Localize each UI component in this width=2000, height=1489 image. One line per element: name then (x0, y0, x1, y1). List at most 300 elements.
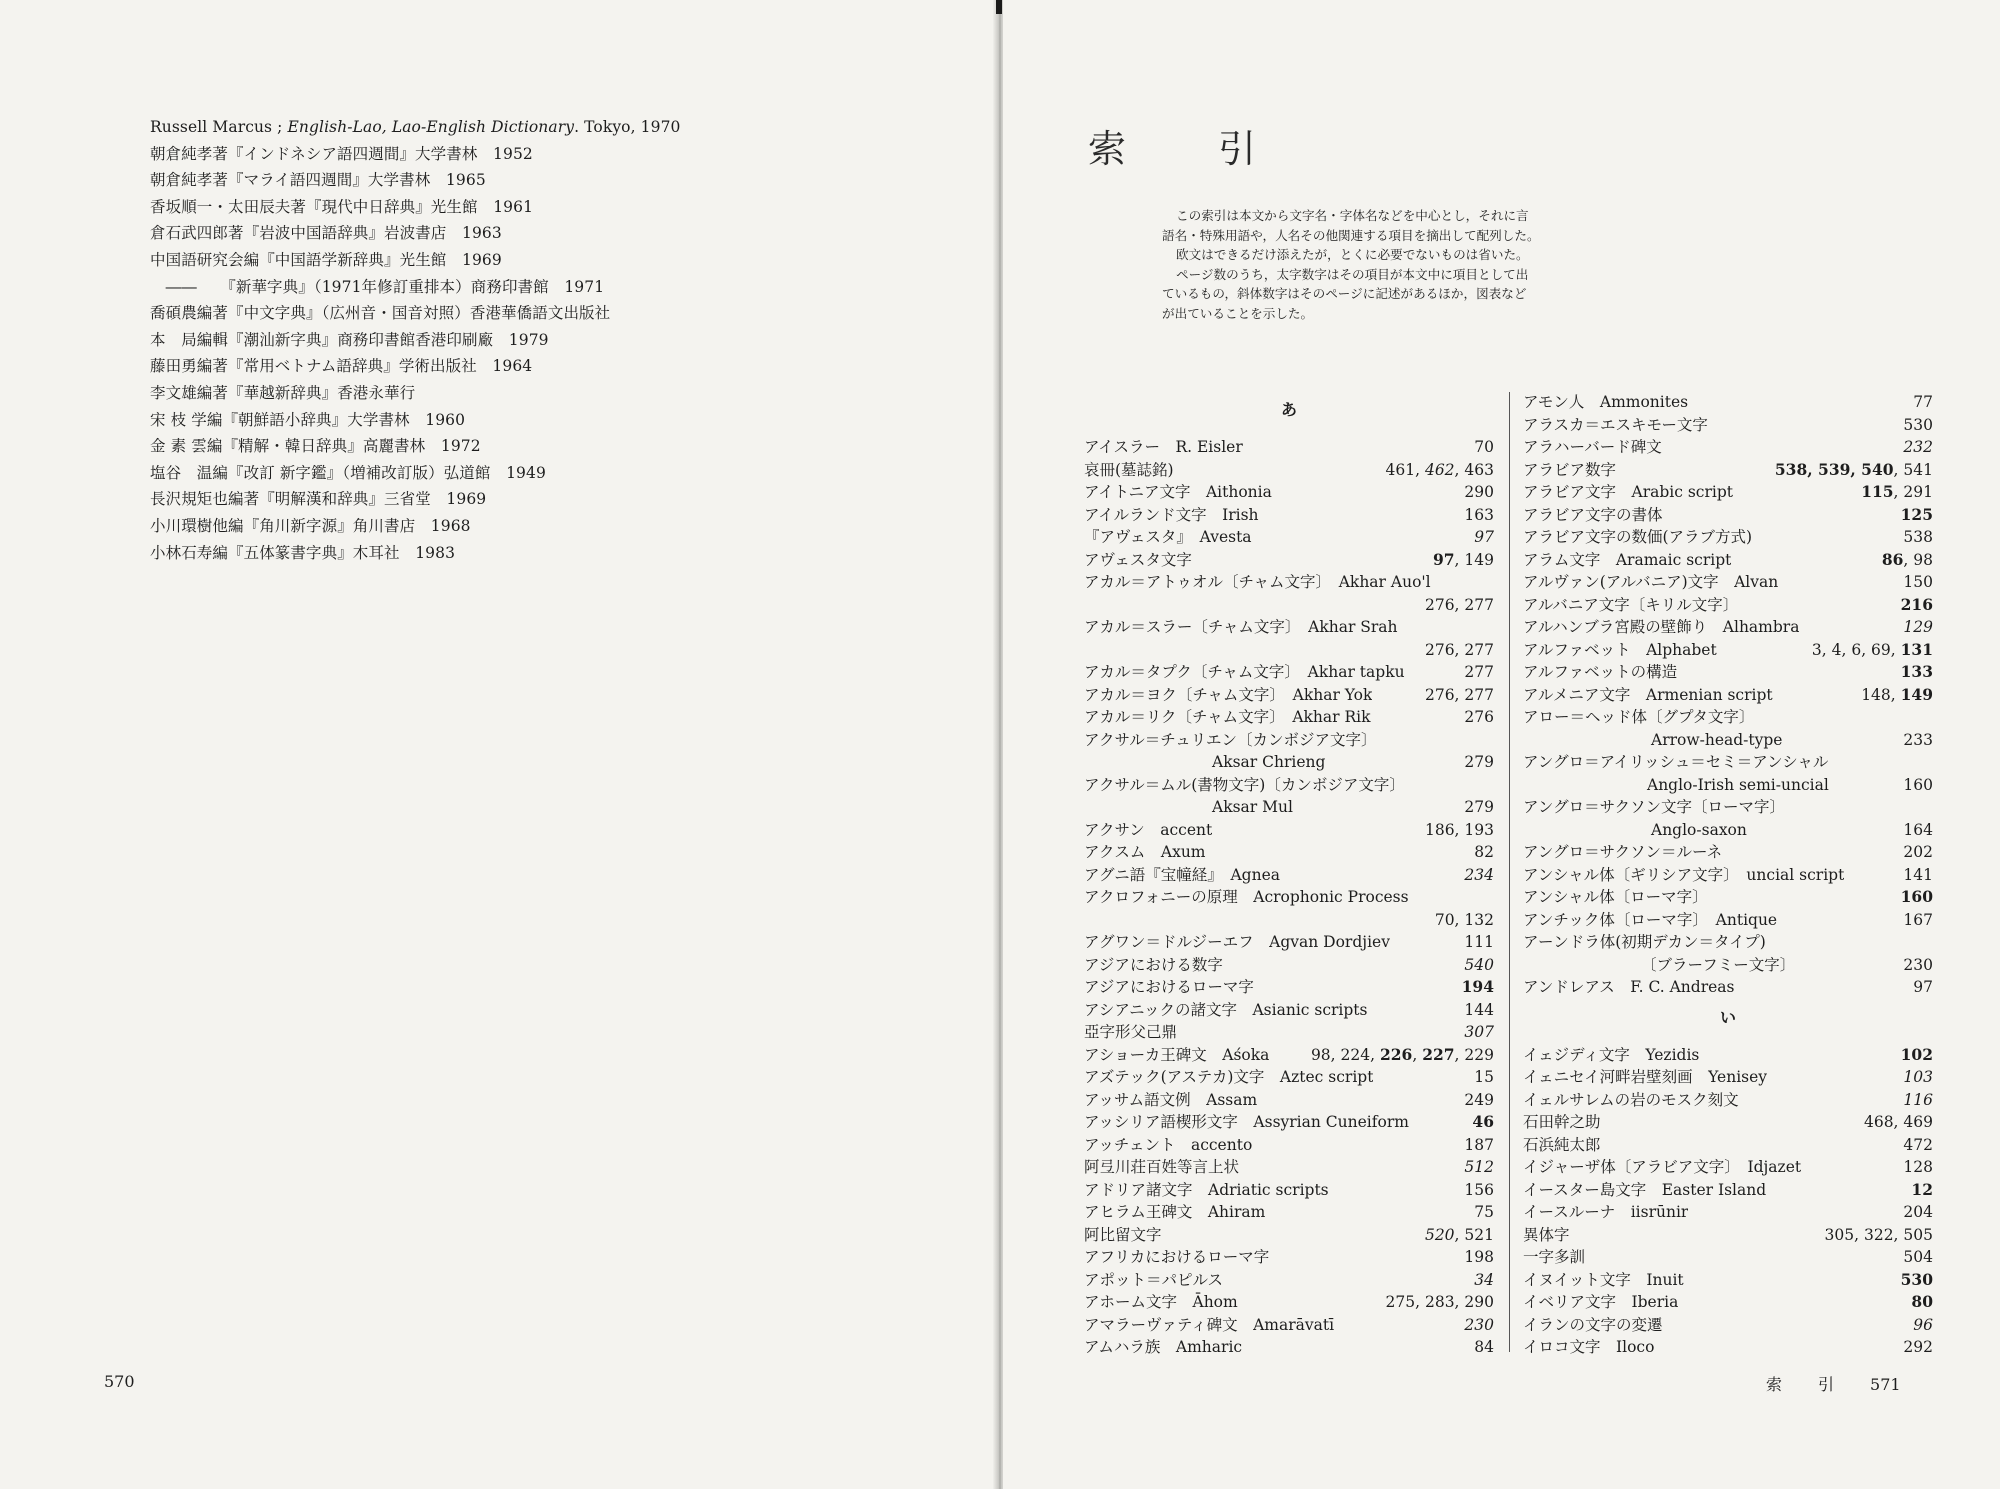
bibliography-text: 塩谷 温編『改訂 新字鑑』（増補改訂版）弘道館 1949 (150, 463, 546, 482)
page-ref: 111 (1464, 933, 1494, 951)
index-entry (1523, 1089, 1933, 1112)
index-entry (1523, 504, 1933, 527)
index-term: アッチェント accento (1084, 1135, 1253, 1154)
index-term: アラハーバード碑文 (1523, 438, 1662, 456)
index-entry (1084, 1111, 1494, 1134)
index-term: アズテック(アステカ)文字 Aztec script (1084, 1068, 1374, 1086)
index-pages (1303, 1044, 1494, 1067)
index-entry (1084, 481, 1494, 504)
page-ref: 538, 539, 540 (1774, 459, 1894, 479)
index-entry (1084, 571, 1494, 594)
index-pages (1466, 841, 1494, 864)
index-entry (1084, 886, 1494, 909)
index-term: アラビア文字の数価(アラブ方式) (1523, 528, 1753, 546)
index-entry (1523, 684, 1933, 707)
index-pages (1378, 459, 1495, 482)
page-ref: 187 (1464, 1135, 1494, 1154)
index-entry (1523, 414, 1933, 437)
page-ref: 279 (1464, 798, 1494, 816)
bibliography-entry (150, 247, 790, 274)
page-ref: , 521 (1454, 1225, 1494, 1244)
index-term: Arrow-head-type (1651, 730, 1783, 749)
index-pages (1895, 1134, 1933, 1157)
index-term: イヌイット文字 Inuit (1523, 1270, 1684, 1289)
index-entry (1523, 391, 1933, 414)
index-pages (1456, 1089, 1494, 1112)
index-term: 阿弖川荘百姓等言上状 (1084, 1158, 1240, 1176)
preface-line: ているもの，斜体数字はそのページに記述があるほか，図表など (1162, 286, 1527, 301)
index-entry (1523, 796, 1933, 819)
page-ref: 167 (1903, 910, 1933, 929)
index-pages (1853, 481, 1933, 504)
index-pages (1466, 1201, 1494, 1224)
index-term: アドリア諸文字 Adriatic scripts (1084, 1180, 1329, 1199)
index-entry (1523, 751, 1933, 774)
page-ref: 275, 283, 290 (1385, 1293, 1494, 1311)
index-pages (1417, 594, 1494, 617)
index-pages (1895, 571, 1933, 594)
index-entry (1084, 1066, 1494, 1089)
index-pages (1905, 976, 1933, 999)
index-pages (1456, 481, 1494, 504)
page-ref: 115 (1861, 482, 1894, 501)
index-term: アイトニア文字 Aithonia (1084, 483, 1272, 501)
index-term: アクロフォニーの原理 Acrophonic Process (1084, 888, 1409, 906)
page-ref: 249 (1464, 1090, 1494, 1109)
index-pages (1817, 1224, 1933, 1247)
index-entry (1084, 1044, 1494, 1067)
index-entry (1084, 526, 1494, 549)
index-entry (1523, 886, 1933, 909)
page-ref: 128 (1903, 1158, 1933, 1176)
page-ref: 131 (1900, 639, 1933, 659)
index-pages (1895, 1089, 1933, 1112)
bibliography-entry (150, 460, 790, 487)
page-footer-right (1766, 1372, 1901, 1395)
index-entry (1523, 1156, 1933, 1179)
index-pages (1895, 954, 1933, 977)
page-ref: 150 (1903, 573, 1933, 591)
index-pages (1427, 909, 1494, 932)
index-entry (1523, 1224, 1933, 1247)
index-section-heading: あ (1280, 400, 1297, 419)
index-entry (1084, 751, 1494, 774)
index-pages (1456, 706, 1494, 729)
page-ref: , 463 (1454, 460, 1494, 479)
index-entry (1523, 931, 1933, 954)
index-entry (1523, 1201, 1933, 1224)
index-pages (1895, 819, 1933, 842)
index-entry (1084, 639, 1494, 662)
index-entry (1523, 819, 1933, 842)
index-pages (1893, 661, 1933, 684)
index-term: アシアニックの諸文字 Asianic scripts (1084, 1000, 1368, 1019)
bibliography-entry (150, 300, 790, 327)
index-term: 石浜純太郎 (1523, 1135, 1601, 1154)
index-term: アヒラム王碑文 Ahiram (1084, 1203, 1266, 1221)
index-term: アラビア文字の書体 (1523, 505, 1663, 524)
index-term: アモン人 Ammonites (1523, 393, 1689, 411)
index-entry (1523, 841, 1933, 864)
index-entry (1523, 1291, 1933, 1314)
footer-label: 索引 (1766, 1375, 1871, 1394)
index-entry (1523, 526, 1933, 549)
page-ref: 70 (1474, 438, 1494, 456)
index-entry (1523, 1336, 1933, 1359)
index-pages (1853, 684, 1933, 707)
column-divider (1509, 392, 1510, 1352)
page-ref: , 229 (1454, 1045, 1494, 1064)
bibliography-entry (150, 194, 790, 221)
page-ref: 77 (1913, 393, 1933, 411)
index-term: アホーム文字 Āhom (1084, 1293, 1238, 1311)
index-term: アグワン＝ドルジーエフ Agvan Dordjiev (1084, 933, 1390, 951)
index-pages (1903, 1179, 1933, 1202)
page-number-right: 571 (1870, 1375, 1901, 1394)
bibliography-text: 朝倉純孝著『インドネシア語四週間』大学書林 1952 (150, 144, 533, 163)
index-pages (1456, 661, 1494, 684)
index-entry (1084, 616, 1494, 639)
page-ref: 98, 224, (1310, 1045, 1380, 1064)
page-ref: 512 (1464, 1158, 1494, 1176)
index-pages (1804, 639, 1933, 662)
page-ref: 82 (1474, 843, 1494, 861)
index-term: アンチック体〔ローマ字〕 Antique (1523, 910, 1778, 929)
page-ref: 164 (1903, 820, 1933, 839)
index-pages (1425, 549, 1494, 572)
page-ref: 276, 277 (1424, 640, 1494, 659)
index-pages (1456, 1156, 1494, 1179)
index-pages (1466, 526, 1494, 549)
index-pages (1767, 459, 1933, 482)
bibliography-text: 本 局編輯『潮汕新字典』商務印書館香港印刷廠 1979 (150, 330, 549, 349)
index-entry (1523, 1314, 1933, 1337)
index-term: 阿比留文字 (1084, 1225, 1162, 1244)
index-entry (1523, 594, 1933, 617)
index-pages (1895, 436, 1933, 459)
bibliography-text: 長沢規矩也編著『明解漢和辞典』三省堂 1969 (150, 490, 487, 509)
index-term: アルバニア文字〔キリル文字〕 (1523, 595, 1739, 614)
page-ref: 290 (1464, 483, 1494, 501)
index-pages (1895, 1066, 1933, 1089)
page-ref: 160 (1903, 775, 1933, 794)
index-entry (1084, 1269, 1494, 1292)
page-ref: 148, (1861, 685, 1901, 704)
index-term: 『アヴェスタ』 Avesta (1084, 528, 1252, 546)
index-pages (1456, 931, 1494, 954)
index-pages (1874, 549, 1933, 572)
index-entry (1084, 594, 1494, 617)
index-term: アラビア数字 (1523, 460, 1617, 479)
index-entry (1084, 796, 1494, 819)
index-pages (1466, 436, 1494, 459)
page-ref: 279 (1464, 753, 1494, 771)
page-ref: 204 (1903, 1203, 1933, 1221)
page-ref: , 291 (1893, 483, 1933, 501)
preface-line: 語名・特殊用語や，人名その他関連する項目を摘出して配列した。 (1162, 227, 1540, 243)
bibliography-entry (150, 274, 790, 301)
page-ref: 102 (1900, 1044, 1933, 1064)
index-term: アルヴァン(アルバニア)文字 Alvan (1523, 573, 1779, 591)
page-ref: , 541 (1893, 460, 1933, 479)
page-ref: 34 (1474, 1270, 1494, 1289)
index-entry (1523, 1044, 1933, 1067)
index-entry (1084, 1336, 1494, 1359)
index-entry (1084, 909, 1494, 932)
index-pages (1456, 796, 1494, 819)
page-ref: 70, 132 (1434, 910, 1494, 929)
index-term: アクサン accent (1084, 820, 1213, 839)
index-term: Anglo-saxon (1651, 820, 1747, 839)
index-entry (1084, 1314, 1494, 1337)
index-entry (1523, 976, 1933, 999)
bibliography-list (150, 114, 790, 566)
page-ref: 530 (1900, 1269, 1933, 1289)
bibliography-text: ―― 『新華字典』（1971年修訂重排本）商務印書館 1971 (150, 277, 605, 296)
page-ref: 46 (1472, 1112, 1494, 1131)
bibliography-text: 宋 枝 学編『朝鮮語小辞典』大学書林 1960 (150, 410, 466, 429)
page-ref: 3, 4, 6, 69, (1811, 640, 1901, 659)
index-pages (1895, 616, 1933, 639)
index-entry (1084, 1201, 1494, 1224)
index-entry (1084, 1089, 1494, 1112)
bibliography-text: 香坂順一・太田辰夫著『現代中日辞典』光生館 1961 (150, 197, 534, 216)
index-pages (1456, 954, 1494, 977)
index-term: アッサム語文例 Assam (1084, 1090, 1258, 1109)
index-term: アロー＝ヘッド体〔グプタ文字〕 (1523, 708, 1755, 726)
index-term: アカル＝ヨク〔チャム文字〕 Akhar Yok (1084, 685, 1373, 704)
index-term: アルメニア文字 Armenian script (1523, 685, 1773, 704)
bibliography-text: English-Lao, Lao-English Dictionary (287, 118, 575, 136)
page-ref: 160 (1900, 887, 1933, 906)
page-ref: 125 (1900, 504, 1933, 524)
index-term: アイスラー R. Eisler (1084, 438, 1243, 456)
index-term: アングロ＝サクソン文字〔ローマ字〕 (1523, 798, 1785, 816)
index-pages (1456, 864, 1494, 887)
index-pages (1417, 684, 1494, 707)
index-term: アクスム Axum (1084, 843, 1206, 861)
index-term: アムハラ族 Amharic (1084, 1338, 1243, 1356)
index-entry (1523, 774, 1933, 797)
index-entry (1084, 684, 1494, 707)
page-ref: 15 (1474, 1068, 1494, 1086)
index-entry (1084, 931, 1494, 954)
index-term: アーンドラ体(初期デカン＝タイプ) (1523, 933, 1766, 951)
page-ref: 234 (1464, 865, 1494, 884)
index-term: イースター島文字 Easter Island (1523, 1180, 1767, 1199)
page-ref: 292 (1903, 1338, 1933, 1356)
index-pages (1893, 886, 1933, 909)
index-entry (1084, 819, 1494, 842)
bibliography-text: 藤田勇編著『常用ベトナム語辞典』学術出版社 1964 (150, 357, 533, 376)
bibliography-text: 小林石寿編『五体篆書字典』木耳社 1983 (150, 543, 456, 562)
page-ref: 504 (1903, 1248, 1933, 1266)
bibliography-entry (150, 353, 790, 380)
index-term: アルハンブラ宮殿の壁飾り Alhambra (1523, 618, 1800, 636)
index-entry (1523, 549, 1933, 572)
preface-line: が出ていることを示した。 (1162, 305, 1314, 321)
index-pages (1464, 1111, 1494, 1134)
index-entry (1084, 706, 1494, 729)
index-pages (1417, 1224, 1494, 1247)
bibliography-entry (150, 141, 790, 168)
index-entry (1084, 1156, 1494, 1179)
bibliography-entry (150, 407, 790, 434)
page-number-left: 570 (104, 1372, 135, 1391)
index-entry (1523, 436, 1933, 459)
index-term: アショーカ王碑文 Aśoka (1084, 1045, 1270, 1064)
index-pages (1905, 391, 1933, 414)
index-term: アヴェスタ文字 (1084, 550, 1192, 569)
index-entry (1523, 909, 1933, 932)
index-term: イベリア文字 Iberia (1523, 1293, 1679, 1311)
page-ref: 97 (1474, 528, 1494, 546)
index-entry (1084, 661, 1494, 684)
index-pages (1893, 1269, 1933, 1292)
bibliography-text: 倉石武四郎著『岩波中国語辞典』岩波書店 1963 (150, 224, 502, 243)
index-pages (1895, 1201, 1933, 1224)
index-term: 一字多訓 (1523, 1248, 1586, 1266)
page-ref: 468, 469 (1863, 1113, 1933, 1131)
index-term: イロコ文字 Iloco (1523, 1338, 1655, 1356)
index-pages (1895, 864, 1933, 887)
index-term: イジャーザ体〔アラビア文字〕 Idjazet (1523, 1158, 1802, 1176)
index-entry (1084, 976, 1494, 999)
index-entry (1523, 639, 1933, 662)
page-ref: 461, (1385, 460, 1425, 479)
index-term: アフリカにおけるローマ字 (1084, 1248, 1270, 1266)
bibliography-entry (150, 220, 790, 247)
index-pages (1456, 504, 1494, 527)
index-entry (1523, 571, 1933, 594)
index-pages (1895, 526, 1933, 549)
page-ref: 230 (1903, 955, 1933, 974)
index-pages (1895, 729, 1933, 752)
index-term: Aksar Mul (1212, 798, 1293, 816)
index-pages (1456, 1021, 1494, 1044)
index-term: アラスカ＝エスキモー文字 (1523, 415, 1708, 434)
index-pages (1417, 639, 1494, 662)
page-ref: 226 (1379, 1044, 1413, 1064)
index-term: Anglo-Irish semi-uncial (1647, 775, 1829, 794)
index-pages (1903, 1291, 1933, 1314)
bibliography-text: 金 素 雲編『精解・韓日辞典』高麗書林 1972 (150, 437, 481, 456)
index-entry (1523, 1269, 1933, 1292)
index-term: アカル＝アトゥオル〔チャム文字〕 Akhar Auo'l (1084, 573, 1431, 591)
index-entry (1084, 1224, 1494, 1247)
page-ref: 144 (1464, 1000, 1494, 1019)
binding-mark (996, 0, 1002, 14)
index-entry (1523, 729, 1933, 752)
index-term: 石田幹之助 (1523, 1113, 1601, 1131)
index-term: 哀冊(墓誌銘) (1084, 460, 1174, 479)
page-ref: 472 (1903, 1135, 1933, 1154)
index-pages (1456, 1246, 1494, 1269)
index-term: アジアにおける数字 (1084, 955, 1223, 974)
index-entry (1084, 1021, 1494, 1044)
index-term: アグニ語『宝幢経』 Agnea (1084, 865, 1280, 884)
index-term: アクサル＝チュリエン〔カンボジア文字〕 (1084, 730, 1377, 749)
bibliography-text: 李文雄編著『華越新辞典』香港永華行 (150, 383, 416, 402)
index-entry (1084, 1179, 1494, 1202)
index-entry (1523, 954, 1933, 977)
index-entry (1084, 999, 1494, 1022)
index-entry (1084, 774, 1494, 797)
index-term: イースルーナ iisrūnir (1523, 1203, 1689, 1221)
page-ref: 307 (1464, 1023, 1494, 1041)
page-ref: 198 (1464, 1248, 1494, 1266)
page-ref: 277 (1464, 663, 1494, 681)
index-column-left (1084, 391, 1494, 1359)
index-term: イェルサレムの岩のモスク刻文 (1523, 1090, 1739, 1109)
bibliography-entry (150, 486, 790, 513)
index-pages (1895, 1156, 1933, 1179)
page-ref: 305, 322, 505 (1824, 1225, 1933, 1244)
page-ref: 202 (1903, 843, 1933, 861)
index-term: アンドレアス F. C. Andreas (1523, 978, 1735, 996)
page-ref: 116 (1903, 1090, 1933, 1109)
index-pages (1895, 774, 1933, 797)
page-ref: 520 (1424, 1225, 1455, 1244)
page-ref: 233 (1903, 730, 1933, 749)
index-term: アクサル＝ムル(書物文字)〔カンボジア文字〕 (1084, 775, 1405, 794)
page-ref: 276, 277 (1424, 595, 1494, 614)
index-entry (1084, 504, 1494, 527)
index-term: アルファベットの構造 (1523, 663, 1678, 681)
page-ref: 232 (1903, 438, 1933, 456)
bibliography-text: 朝倉純孝著『マライ語四週間』大学書林 1965 (150, 171, 486, 190)
index-entry (1084, 954, 1494, 977)
index-term: 〔ブラーフミー文字〕 (1641, 955, 1796, 974)
page-ref: 75 (1474, 1203, 1494, 1221)
index-entry (1523, 459, 1933, 482)
index-term: イェジディ文字 Yezidis (1523, 1045, 1700, 1064)
index-term: イェニセイ河畔岩壁刻画 Yenisey (1523, 1068, 1768, 1086)
index-entry (1084, 841, 1494, 864)
preface-line: ページ数のうち，太字数字はその項目が本文中に項目として出 (1176, 266, 1529, 282)
index-pages (1856, 1111, 1933, 1134)
index-pages (1895, 414, 1933, 437)
index-term: アングロ＝アイリッシュ＝セミ＝アンシャル (1523, 753, 1829, 771)
page-ref: 12 (1911, 1179, 1933, 1199)
index-pages (1905, 1314, 1933, 1337)
index-term: 亞字形父己鼎 (1084, 1023, 1178, 1041)
bibliography-entry (150, 513, 790, 540)
index-term: アカル＝タプク〔チャム文字〕 Akhar tapku (1084, 663, 1405, 681)
page-ref: 230 (1464, 1315, 1494, 1334)
page-ref: 538 (1903, 528, 1933, 546)
bibliography-text: 喬碩農編著『中文字典』（広州音・国音対照）香港華僑語文出版社 (150, 304, 611, 323)
index-entry (1084, 729, 1494, 752)
page-ref: 80 (1911, 1292, 1933, 1311)
index-pages (1456, 751, 1494, 774)
index-entry (1523, 1134, 1933, 1157)
page-ref: 186, 193 (1424, 820, 1494, 839)
page-ref: 103 (1903, 1068, 1933, 1086)
page-ref: 86 (1881, 549, 1904, 569)
index-pages (1466, 1066, 1494, 1089)
index-pages (1895, 841, 1933, 864)
index-term: アポット＝パピルス (1084, 1270, 1224, 1289)
bibliography-text: Russell Marcus ; (150, 118, 288, 136)
index-column-right (1523, 391, 1933, 1359)
page-ref: 276, 277 (1424, 685, 1494, 704)
preface-line: この索引は本文から文字名・字体名などを中心とし，それに言 (1176, 208, 1529, 223)
page-ref: 149 (1900, 684, 1933, 704)
index-term: アングロ＝サクソン＝ルーネ (1523, 843, 1723, 861)
page-ref: , (1412, 1045, 1423, 1064)
page-ref: , 149 (1454, 550, 1494, 569)
